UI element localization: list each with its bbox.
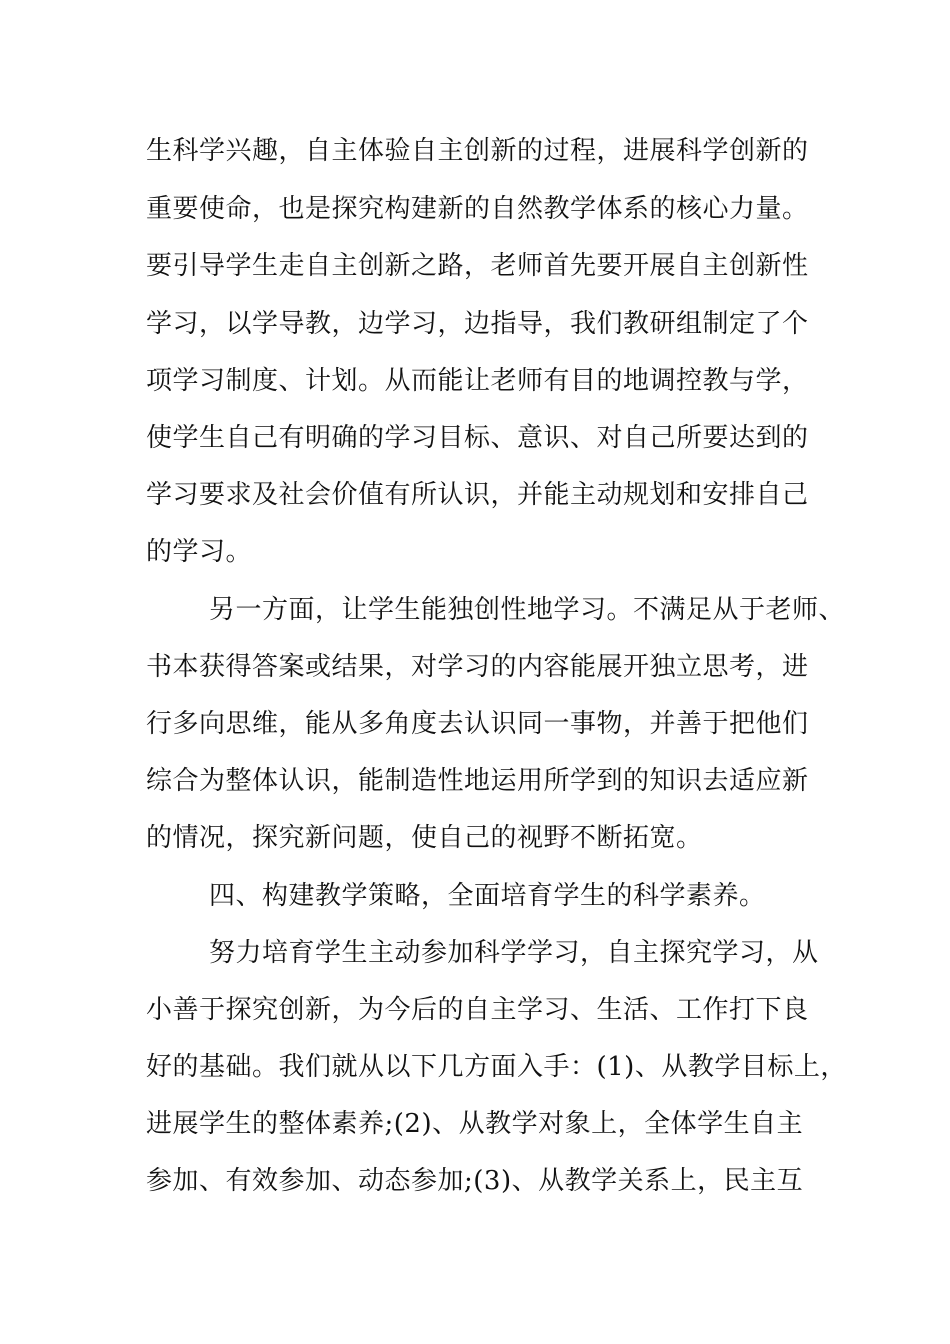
text-line: 好的基础。我们就从以下几方面入手：(1)、从教学目标上，	[146, 1052, 847, 1082]
text-line: 项学习制度、计划。从而能让老师有目的地调控教与学，	[146, 366, 809, 396]
text-line: 要引导学生走自主创新之路，老师首先要开展自主创新性	[146, 251, 809, 281]
text-line: 综合为整体认识，能制造性地运用所学到的知识去适应新	[146, 766, 809, 796]
text-line: 学习要求及社会价值有所认识，并能主动规划和安排自己	[146, 480, 809, 510]
paragraph-first-line: 另一方面，让学生能独创性地学习。不满足从于老师、	[209, 595, 846, 625]
text-line: 的情况，探究新问题，使自己的视野不断拓宽。	[146, 823, 703, 853]
text-line: 的学习。	[146, 537, 253, 567]
text-line: 小善于探究创新，为今后的自主学习、生活、工作打下良	[146, 995, 809, 1025]
text-line: 行多向思维，能从多角度去认识同一事物，并善于把他们	[146, 709, 809, 739]
text-line: 学习，以学导教，边学习，边指导，我们教研组制定了个	[146, 309, 809, 339]
text-line: 使学生自己有明确的学习目标、意识、对自己所要达到的	[146, 423, 809, 453]
text-line: 重要使命，也是探究构建新的自然教学体系的核心力量。	[146, 194, 809, 224]
paragraph-first-line: 努力培育学生主动参加科学学习，自主探究学习，从	[209, 938, 819, 968]
text-line: 书本获得答案或结果，对学习的内容能展开独立思考，进	[146, 652, 809, 682]
text-line: 参加、有效参加、动态参加;(3)、从教学关系上，民主互	[146, 1166, 804, 1196]
section-heading: 四、构建教学策略，全面培育学生的科学素养。	[209, 881, 766, 911]
text-line: 进展学生的整体素养;(2)、从教学对象上，全体学生自主	[146, 1109, 804, 1139]
text-line: 生科学兴趣，自主体验自主创新的过程，进展科学创新的	[146, 136, 809, 166]
